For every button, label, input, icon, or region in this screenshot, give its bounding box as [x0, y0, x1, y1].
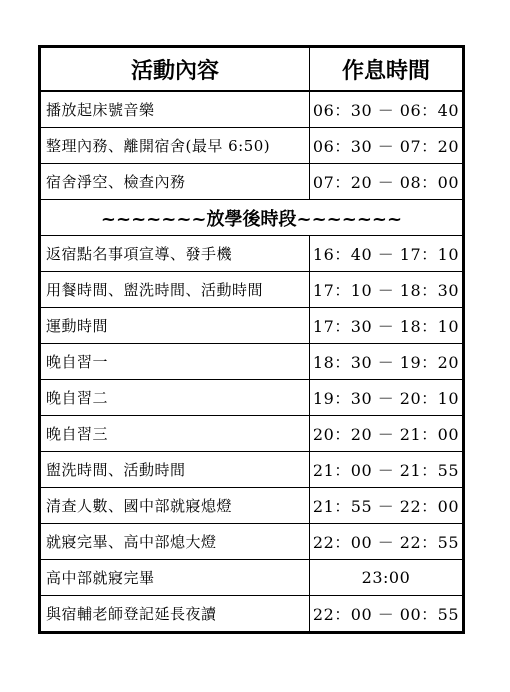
activity-cell: 晚自習一: [40, 344, 310, 380]
header-row: [40, 47, 464, 92]
activity-cell: 返宿點名事項宣導、發手機: [40, 236, 310, 272]
table-row: [40, 128, 464, 164]
activity-cell: 盥洗時間、活動時間: [40, 452, 310, 488]
table-row: [40, 308, 464, 344]
time-cell: 23:00: [309, 560, 463, 596]
header-time: 作息時間: [309, 47, 463, 92]
time-cell: 20：20 － 21：00: [309, 416, 463, 452]
section-title: ~~~~~~~放學後時段~~~~~~~: [40, 200, 464, 236]
table-row: [40, 272, 464, 308]
time-cell: 16：40 － 17：10: [309, 236, 463, 272]
activity-cell: 高中部就寢完畢: [40, 560, 310, 596]
table-row: [40, 560, 464, 596]
section-row: [40, 200, 464, 236]
time-cell: 17：30 － 18：10: [309, 308, 463, 344]
time-cell: 17：10 － 18：30: [309, 272, 463, 308]
table-row: [40, 416, 464, 452]
table-row: [40, 236, 464, 272]
activity-cell: 晚自習二: [40, 380, 310, 416]
time-cell: 19：30 － 20：10: [309, 380, 463, 416]
time-cell: 18：30 － 19：20: [309, 344, 463, 380]
table-row: [40, 344, 464, 380]
table-row: [40, 488, 464, 524]
dormitory-schedule-table: [38, 45, 465, 634]
table-row: [40, 164, 464, 200]
table-row: [40, 91, 464, 128]
activity-cell: 播放起床號音樂: [40, 91, 310, 128]
table-row: [40, 524, 464, 560]
activity-cell: 與宿輔老師登記延長夜讀: [40, 596, 310, 633]
time-cell: 21：00 － 21：55: [309, 452, 463, 488]
activity-cell: 運動時間: [40, 308, 310, 344]
table-row: [40, 596, 464, 633]
time-cell: 07：20 － 08：00: [309, 164, 463, 200]
activity-cell: 就寢完畢、高中部熄大燈: [40, 524, 310, 560]
activity-cell: 清查人數、國中部就寢熄燈: [40, 488, 310, 524]
activity-cell: 整理內務、離開宿舍(最早 6:50): [40, 128, 310, 164]
activity-cell: 宿舍淨空、檢查內務: [40, 164, 310, 200]
time-cell: 06：30 － 06：40: [309, 91, 463, 128]
time-cell: 21：55 － 22：00: [309, 488, 463, 524]
time-cell: 22：00 － 22：55: [309, 524, 463, 560]
time-cell: 22：00 － 00：55: [309, 596, 463, 633]
table-row: [40, 380, 464, 416]
header-activity: 活動內容: [40, 47, 310, 92]
activity-cell: 晚自習三: [40, 416, 310, 452]
table-row: [40, 452, 464, 488]
activity-cell: 用餐時間、盥洗時間、活動時間: [40, 272, 310, 308]
time-cell: 06：30 － 07：20: [309, 128, 463, 164]
